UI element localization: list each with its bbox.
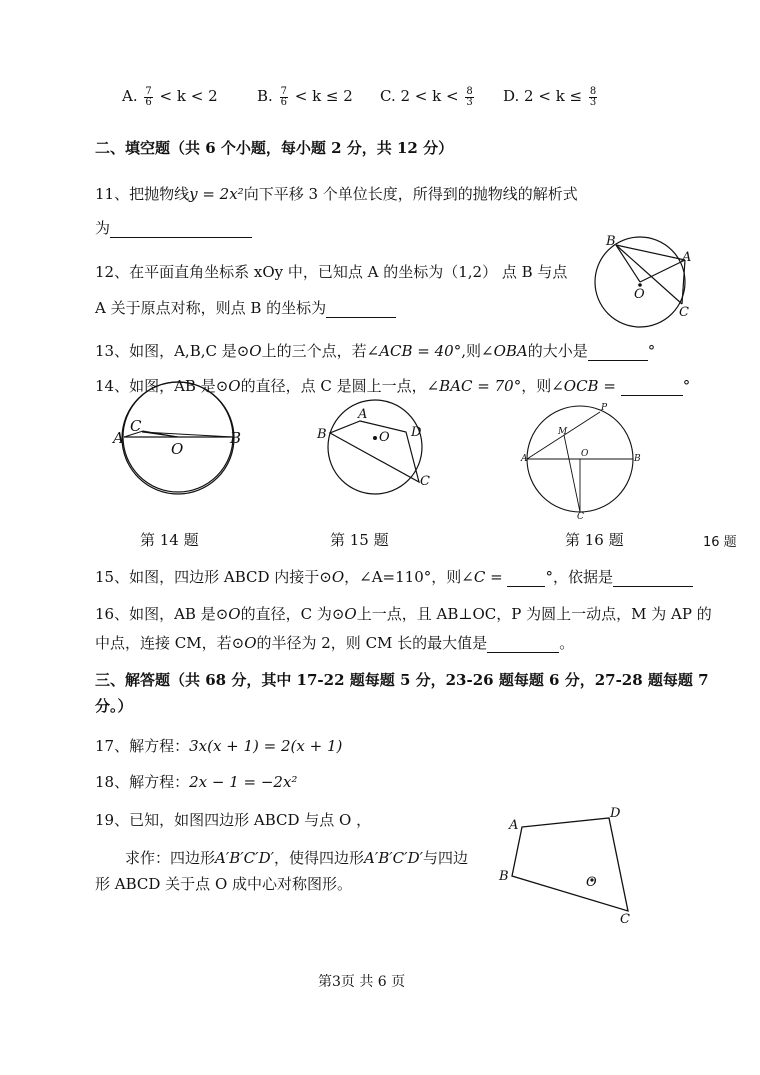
question-19-line-3: 形 ABCD 关于点 O 成中心对称图形。: [95, 875, 353, 893]
q19-text: 求作：四边形: [125, 849, 216, 867]
figure-14-geometry: [123, 382, 233, 492]
f16-label-p: P: [601, 403, 608, 413]
section-3-heading-line-2: 分。）: [95, 697, 133, 715]
f16-label-c: C: [577, 512, 584, 522]
option-c-text: 2 < k <: [400, 87, 459, 105]
label-c: C: [679, 305, 689, 320]
q16-circle-name: O: [228, 605, 241, 623]
q16-circle-name-2: O: [344, 605, 357, 623]
side-note: 16 题: [703, 535, 737, 550]
q15-text-3: °，依据是: [545, 568, 613, 586]
label-a: A: [682, 250, 692, 265]
f19-label-c: C: [620, 912, 630, 927]
f16-label-a: A: [521, 454, 528, 464]
answer-blank[interactable]: [487, 636, 559, 653]
q14-formula-2: ∠OCB =: [551, 377, 616, 395]
q15-text: 15、如图，四边形 ABCD 内接于⊙: [95, 568, 332, 586]
figure-15-geometry: [328, 400, 422, 494]
numerator: 8: [466, 85, 473, 97]
numerator: 7: [145, 85, 152, 97]
q19-quad-name: A′B′C′D′: [215, 849, 274, 867]
q18-equation: 2x − 1 = −2x²: [189, 773, 298, 791]
caption-figure-15: 第 15 题: [330, 531, 389, 549]
q11-text-2: 向下平移 3 个单位长度，所得到的抛物线的解析式: [243, 185, 578, 203]
q14-text-2: 的直径，点 C 是圆上一点，: [240, 377, 427, 395]
f14-label-a: A: [113, 429, 124, 447]
q19-quad-name-2: A′B′C′D′: [364, 849, 423, 867]
q11-formula: y = 2x²: [189, 185, 244, 203]
f14-label-c: C: [130, 417, 142, 435]
q14-text: 14、如图，AB 是⊙: [95, 377, 229, 395]
f15-label-c: C: [420, 474, 430, 489]
option-b-text: < k ≤ 2: [294, 87, 353, 105]
question-12-line-1: 12、在平面直角坐标系 xOy 中，已知点 A 的坐标为（1,2） 点 B 与点: [95, 263, 568, 281]
f15-label-b: B: [317, 427, 327, 442]
q17-text: 17、解方程：: [95, 737, 190, 755]
q16-text-6: 。: [559, 634, 575, 652]
q18-text: 18、解方程：: [95, 773, 190, 791]
q13-text-2: 上的三个点，若: [261, 342, 367, 360]
q15-circle-name: O: [331, 568, 345, 586]
question-16-line-2: [95, 633, 574, 653]
q19-text-2: ，使得四边形: [274, 849, 365, 867]
f14-label-o: O: [171, 440, 184, 458]
f16-label-o: O: [581, 449, 589, 459]
q15-formula: ∠C =: [461, 568, 503, 586]
denominator: 3: [466, 96, 473, 108]
q15-text-2: ，∠A=110°，则: [344, 568, 462, 586]
degree-unit: °: [682, 377, 691, 395]
q13-formula-2: ∠OBA: [481, 342, 528, 360]
f16-label-m: M: [558, 427, 568, 437]
q13-text-3: ,则: [461, 342, 481, 360]
q16-text: 16、如图，AB 是⊙: [95, 605, 229, 623]
q13-text-4: 的大小是: [527, 342, 588, 360]
q11-text-3: 为: [95, 219, 111, 237]
question-16-line-1: [95, 604, 712, 624]
q13-circle-name: O: [249, 342, 262, 360]
q14-text-3: ，则: [521, 377, 552, 395]
q12-text: A 关于原点对称，则点 B 的坐标为: [95, 299, 327, 317]
section-3-heading-line-1: 三、解答题（共 68 分，其中 17-22 题每题 5 分，23-26 题每题 6 分，27-28 题每题 7: [95, 671, 709, 689]
denominator: 6: [145, 96, 152, 108]
q14-formula: ∠BAC = 70°: [426, 377, 522, 395]
f15-label-o: O: [379, 430, 390, 445]
degree-unit: °: [647, 342, 656, 360]
q11-text: 11、把抛物线: [95, 185, 190, 203]
q16-text-3: 上一点，且 AB⊥OC，P 为圆上一动点，M 为 AP 的: [356, 605, 712, 623]
question-19-line-2: [125, 848, 468, 868]
answer-blank-reason[interactable]: [613, 570, 693, 587]
numerator: 8: [589, 85, 597, 97]
denominator: 3: [589, 96, 597, 108]
page-footer: 第3页 共 6 页: [318, 974, 406, 990]
f19-label-a: A: [509, 818, 519, 833]
caption-figure-16: 第 16 题: [565, 531, 624, 549]
q17-equation: 3x(x + 1) = 2(x + 1): [189, 737, 343, 755]
option-b-label: B.: [257, 87, 273, 105]
denominator: 6: [280, 96, 287, 108]
option-a-text: < k < 2: [159, 87, 218, 105]
q16-text-5: 的半径为 2，则 CM 长的最大值是: [256, 634, 488, 652]
f19-label-b: B: [499, 869, 509, 884]
q14-circle-name: O: [228, 377, 241, 395]
numerator: 7: [280, 85, 287, 97]
section-2-heading: 二、填空题（共 6 个小题，每小题 2 分，共 12 分）: [95, 139, 454, 157]
f14-label-b: B: [230, 429, 242, 447]
q13-text: 13、如图，A,B,C 是⊙: [95, 342, 250, 360]
f15-label-a: A: [358, 407, 368, 422]
question-15: [95, 567, 693, 587]
q16-text-2: 的直径，C 为⊙: [240, 605, 345, 623]
q16-circle-name-3: O: [244, 634, 257, 652]
label-o: O: [634, 287, 645, 302]
figure-16-geometry: [527, 406, 633, 512]
option-c-label: C.: [380, 87, 396, 105]
f19-label-o: O: [586, 875, 597, 890]
figure-19-geometry: [512, 818, 628, 911]
label-b: B: [606, 234, 616, 249]
answer-blank[interactable]: [507, 570, 545, 587]
q19-text-3: 与四边: [423, 849, 469, 867]
caption-figure-14: 第 14 题: [140, 531, 199, 549]
f16-label-b: B: [634, 454, 641, 464]
option-a-label: A.: [122, 87, 138, 105]
option-d-text: 2 < k ≤: [524, 87, 583, 105]
f19-label-d: D: [610, 806, 621, 821]
question-18: [95, 772, 297, 792]
question-17: [95, 736, 342, 756]
f15-label-d: D: [411, 425, 422, 440]
question-19-line-1: 19、已知，如图四边形 ABCD 与点 O ，: [95, 811, 372, 829]
option-d-label: D.: [503, 87, 520, 105]
q13-formula: ∠ACB = 40°: [366, 342, 462, 360]
q16-text-4: 中点，连接 CM，若⊙: [95, 634, 245, 652]
